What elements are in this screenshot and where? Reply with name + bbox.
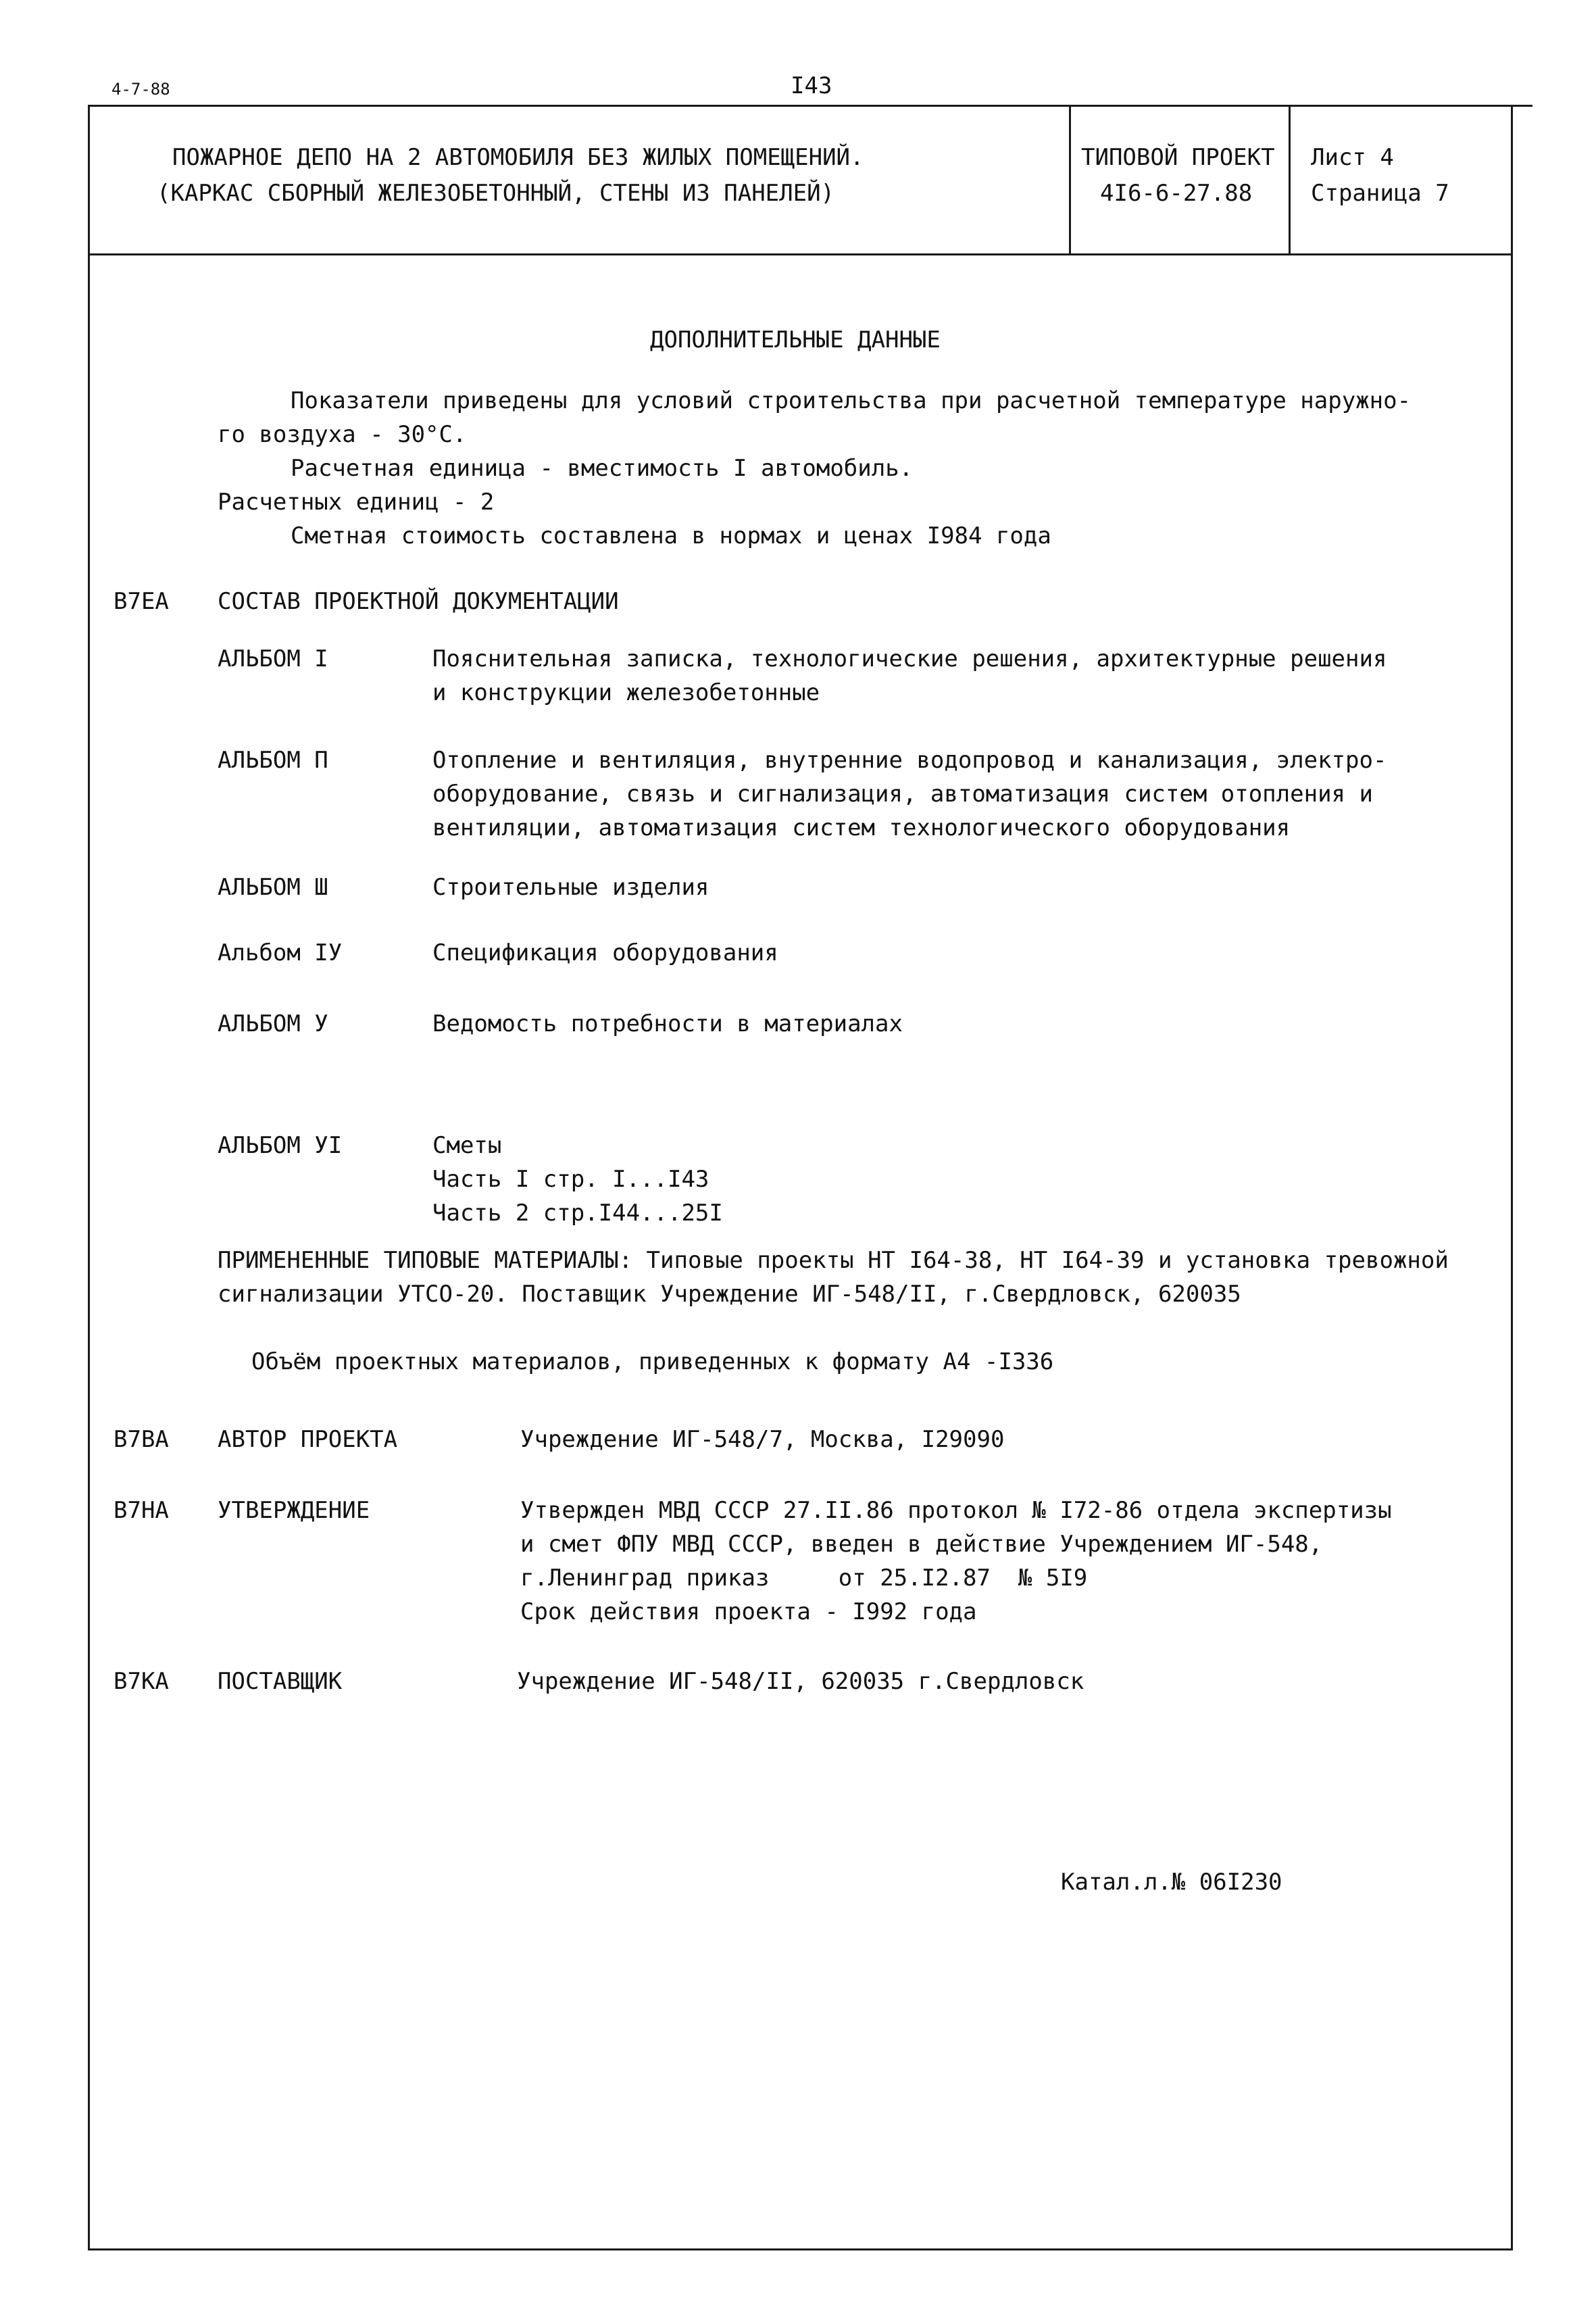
album-6-line-3: Часть 2 стр.I44...25I (432, 1200, 723, 1227)
album-6-label: АЛЬБОМ УI (218, 1132, 343, 1159)
title-block-bottom (88, 253, 1513, 255)
frame-bottom (88, 2248, 1513, 2250)
album-3-label: АЛЬБОМ Ш (218, 874, 328, 901)
album-2-line-3: вентиляции, автоматизация систем технологического оборудования (432, 814, 1291, 841)
applied-materials-line-2: сигнализации УТСО-20. Поставщик Учреждение ИГ-548/II, г.Свердловск, 620035 (218, 1281, 1241, 1308)
approval-line-1: Утвержден МВД СССР 27.II.86 протокол № I72-86 отдела экспертизы (520, 1497, 1392, 1524)
title-line-1: ПОЖАРНОЕ ДЕПО НА 2 АВТОМОБИЛЯ БЕЗ ЖИЛЫХ ПОМЕЩЕНИЙ. (172, 144, 864, 171)
page-label: Страница 7 (1311, 180, 1449, 207)
supplier-label: ПОСТАВЩИК (218, 1668, 343, 1695)
album-6-line-2: Часть I стр. I...I43 (432, 1166, 709, 1193)
album-1-line-1: Пояснительная записка, технологические решения, архитектурные решения (432, 645, 1387, 672)
intro-line-4: Расчетных единиц - 2 (218, 489, 495, 516)
intro-line-3: Расчетная единица - вместимость I автомобиль. (291, 455, 914, 482)
author-code: В7ВА (114, 1426, 169, 1453)
applied-materials-line-1: ПРИМЕНЕННЫЕ ТИПОВЫЕ МАТЕРИАЛЫ: Типовые проекты НТ I64-38, НТ I64-39 и установка тревожной (218, 1247, 1449, 1274)
approval-code: В7НА (114, 1497, 169, 1524)
intro-line-1: Показатели приведены для условий строительства при расчетной температуре наружно- (291, 387, 1412, 414)
supplier-code: В7КА (114, 1668, 169, 1695)
approval-label: УТВЕРЖДЕНИЕ (218, 1497, 370, 1524)
title-divider-2 (1289, 105, 1291, 255)
page-number: I43 (791, 72, 832, 99)
album-6-line-1: Сметы (432, 1132, 502, 1159)
volume-line: Объём проектных материалов, приведенных к формату А4 -I336 (251, 1348, 1054, 1375)
frame-left (88, 105, 90, 2250)
approval-line-4: Срок действия проекта - I992 года (520, 1598, 977, 1625)
approval-line-3: г.Ленинград приказ от 25.I2.87 № 5I9 (520, 1565, 1088, 1592)
project-number: 4I6-6-27.88 (1100, 180, 1253, 207)
album-1-line-2: и конструкции железобетонные (432, 679, 820, 706)
supplier-value: Учреждение ИГ-548/II, 620035 г.Свердловск (517, 1668, 1084, 1695)
corner-code: 4-7-88 (111, 80, 170, 99)
title-line-2: (КАРКАС СБОРНЫЙ ЖЕЛЕЗОБЕТОННЫЙ, СТЕНЫ ИЗ ПАНЕЛЕЙ) (157, 180, 835, 207)
album-3-line-1: Строительные изделия (432, 874, 709, 901)
title-divider-1 (1069, 105, 1071, 255)
album-4-label: Альбом IУ (218, 939, 343, 966)
section-title: ДОПОЛНИТЕЛЬНЫЕ ДАННЫЕ (650, 326, 941, 353)
frame-top (88, 105, 1532, 107)
album-5-line-1: Ведомость потребности в материалах (432, 1010, 903, 1037)
album-4-line-1: Спецификация оборудования (432, 939, 778, 966)
composition-code: В7ЕА (114, 588, 169, 615)
album-5-label: АЛЬБОМ У (218, 1010, 328, 1037)
author-label: АВТОР ПРОЕКТА (218, 1426, 398, 1453)
project-label: ТИПОВОЙ ПРОЕКТ (1081, 144, 1275, 171)
author-value: Учреждение ИГ-548/7, Москва, I29090 (520, 1426, 1005, 1453)
approval-line-2: и смет ФПУ МВД СССР, введен в действие Учреждением ИГ-548, (520, 1531, 1323, 1558)
catalog-number: Катал.л.№ 06I230 (1061, 1869, 1282, 1896)
frame-right (1511, 105, 1513, 2250)
sheet-number: Лист 4 (1311, 144, 1394, 171)
album-1-label: АЛЬБОМ I (218, 645, 328, 672)
composition-heading: СОСТАВ ПРОЕКТНОЙ ДОКУМЕНТАЦИИ (218, 588, 619, 615)
intro-line-5: Сметная стоимость составлена в нормах и ценах I984 года (291, 522, 1051, 549)
album-2-label: АЛЬБОМ П (218, 747, 328, 774)
album-2-line-1: Отопление и вентиляция, внутренние водопровод и канализация, электро- (432, 747, 1387, 774)
album-2-line-2: оборудование, связь и сигнализация, автоматизация систем отопления и (432, 781, 1373, 808)
intro-line-2: го воздуха - 30°С. (218, 421, 467, 448)
